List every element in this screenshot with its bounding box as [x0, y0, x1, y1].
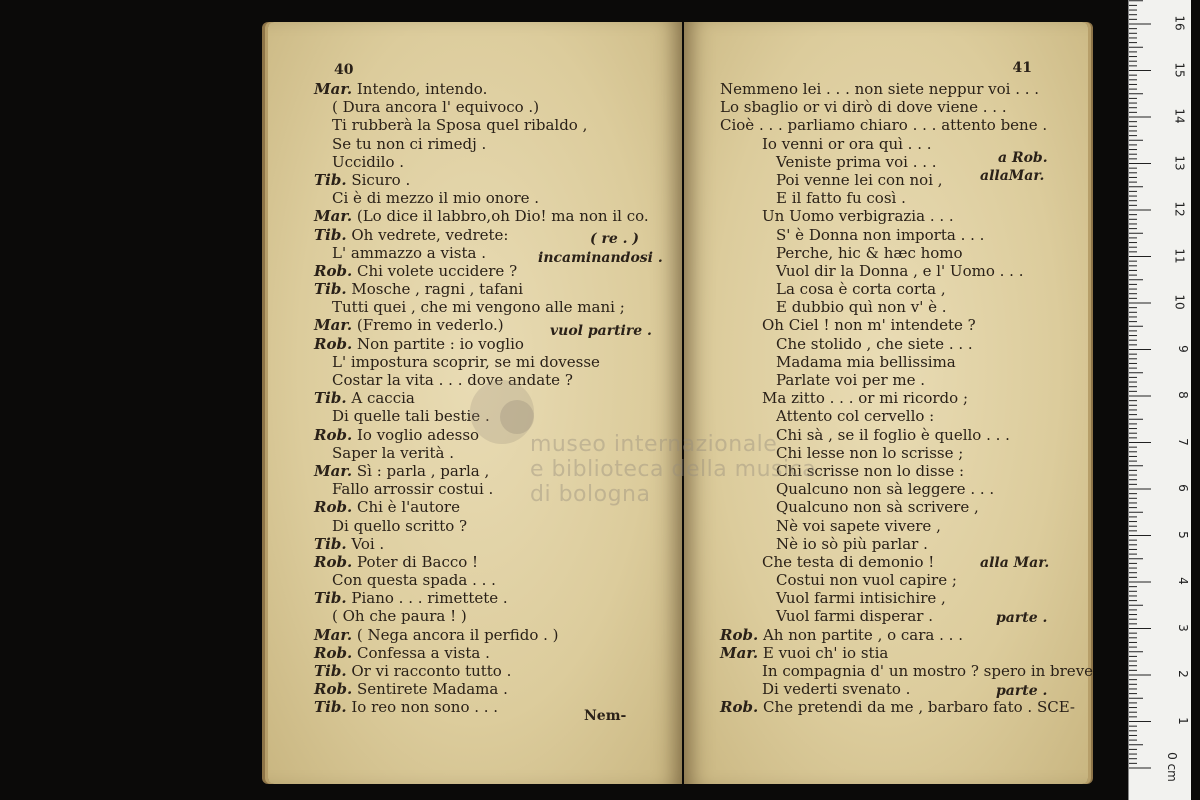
text-line — [314, 298, 654, 316]
line-text: In compagnia d' un mostro ? spero in breve — [762, 662, 1094, 680]
speaker-name: Mar. — [314, 461, 353, 480]
text-line — [314, 98, 654, 116]
text-line — [720, 280, 1060, 298]
line-text: Oh vedrete, vedrete: — [351, 225, 509, 244]
stage-direction: a Rob. — [998, 150, 1048, 166]
text-line — [720, 116, 1060, 134]
line-text: Un Uomo verbigrazia . . . — [762, 207, 954, 226]
line-text: Veniste prima voi . . . — [776, 152, 937, 171]
line-text: Che pretendi da me , barbaro fato . SCE- — [762, 698, 1075, 717]
line-text: Di vederti svenato . — [762, 680, 911, 699]
line-text: E vuoi ch' io stia — [762, 643, 889, 662]
ruler-label: 7 — [1176, 437, 1191, 446]
speaker-name: Tib. — [314, 225, 347, 244]
text-line — [314, 353, 654, 371]
speaker-name: Mar. — [720, 643, 759, 662]
text-line — [314, 662, 654, 680]
text-line — [720, 335, 1060, 353]
watermark — [530, 432, 816, 507]
speaker-name: Rob. — [314, 680, 353, 699]
text-line — [720, 389, 1060, 407]
line-text: Mosche , ragni , tafani — [351, 280, 524, 299]
text-line — [314, 535, 654, 553]
speaker-name: Rob. — [314, 643, 353, 662]
line-text: Che testa di demonio ! — [762, 552, 935, 571]
line-text: Di quello scritto ? — [332, 516, 468, 535]
line-text: Intendo, intendo. — [356, 80, 488, 98]
line-text: Chi è l'autore — [356, 498, 460, 517]
line-text: Non partite : io voglio — [356, 334, 524, 353]
ruler-label: 5 — [1176, 530, 1191, 539]
stage-direction: allaMar. — [980, 168, 1045, 184]
speaker-name: Rob. — [720, 625, 759, 644]
ruler-label: 0 cm — [1165, 752, 1180, 782]
speaker-name: Tib. — [314, 280, 347, 299]
line-text: Vuol farmi disperar . — [776, 607, 933, 626]
ruler-label: 6 — [1176, 484, 1191, 492]
watermark-line: di bologna — [530, 482, 651, 507]
text-line — [314, 626, 654, 644]
ruler-label: 2 — [1176, 670, 1191, 678]
speaker-name: Rob. — [314, 334, 353, 353]
speaker-name: Rob. — [314, 498, 353, 517]
text-line — [720, 80, 1060, 98]
line-text: A caccia — [351, 389, 415, 408]
line-text: ( Nega ancora il perfido . ) — [356, 625, 559, 644]
ruler-label: 3 — [1176, 623, 1191, 632]
line-text: Attento col cervello : — [776, 407, 935, 426]
speaker-name: Rob. — [314, 425, 353, 444]
text-line — [720, 262, 1060, 280]
ruler-label: 14 — [1172, 108, 1187, 124]
text-line — [720, 316, 1060, 334]
speaker-name: Tib. — [314, 698, 347, 717]
line-text: Voi . — [351, 534, 385, 553]
text-line — [314, 135, 654, 153]
line-text: Saper la verità . — [332, 443, 454, 462]
speaker-name: Tib. — [314, 589, 347, 608]
speaker-name: Tib. — [314, 534, 347, 553]
line-text: Poi venne lei con noi , — [776, 170, 943, 189]
line-text: (Lo dice il labbro,oh Dio! ma non il co. — [356, 207, 649, 226]
line-text: Costui non vuol capire ; — [776, 571, 957, 590]
line-text: Io venni or ora quì . . . — [762, 134, 932, 153]
line-text: Sicuro . — [351, 170, 411, 189]
text-line — [720, 571, 1060, 589]
line-text: Vuol farmi intisichire , — [776, 589, 946, 608]
line-text: Lo sbaglio or vi dirò di dove viene . . . — [720, 98, 1007, 117]
text-line — [314, 153, 654, 171]
text-line — [720, 353, 1060, 371]
speaker-name: Mar. — [314, 80, 353, 98]
line-text: Qualcuno non sà leggere . . . — [776, 480, 995, 499]
ruler-label: 10 — [1172, 294, 1187, 310]
text-line — [720, 589, 1060, 607]
ruler-label: 11 — [1172, 247, 1187, 264]
watermark-line: museo internazionale — [530, 432, 778, 457]
text-line — [314, 644, 654, 662]
line-text: Or vi racconto tutto . — [351, 662, 512, 680]
text-line — [314, 280, 654, 298]
line-text: Io reo non sono . . . — [351, 698, 499, 717]
line-text: Io voglio adesso — [356, 425, 480, 444]
line-text: Di quelle tali bestie . — [332, 407, 490, 426]
speaker-name: Tib. — [314, 662, 347, 680]
line-text: (Fremo in vederlo.) — [356, 316, 504, 335]
line-text: Nemmeno lei . . . non siete neppur voi . . . — [720, 80, 1040, 98]
stage-direction: incaminandosi . — [538, 250, 663, 266]
line-text: Costar la vita . . . dove andate ? — [332, 371, 573, 389]
line-text: Oh Ciel ! non m' intendete ? — [762, 316, 976, 335]
line-text: Chi lesse non lo scrisse ; — [776, 443, 964, 462]
text-line — [314, 607, 654, 625]
line-text: La cosa è corta corta , — [776, 280, 946, 299]
line-text: Chi scrisse non lo disse : — [776, 461, 965, 480]
ruler-label: 15 — [1172, 61, 1187, 78]
line-text: Parlate voi per me . — [776, 371, 926, 389]
watermark-line: e biblioteca della musica — [530, 457, 817, 482]
ruler-label: 1 — [1176, 716, 1191, 725]
line-text: Tutti quei , che mi vengono alle mani ; — [332, 298, 625, 317]
line-text: E dubbio quì non v' è . — [776, 298, 947, 317]
line-text: L' impostura scoprir, se mi dovesse — [332, 352, 600, 371]
ruler-label: 13 — [1172, 154, 1187, 171]
ruler-label: 8 — [1176, 391, 1191, 399]
text-line — [720, 226, 1060, 244]
line-text: Perche, hic & hæc homo — [776, 243, 963, 262]
line-text: S' è Donna non importa . . . — [776, 225, 985, 244]
speaker-name: Tib. — [314, 170, 347, 189]
stage-direction: alla Mar. — [980, 555, 1050, 571]
open-book — [268, 22, 1094, 784]
line-text: Ti rubberà la Sposa quel ribaldo , — [332, 116, 588, 135]
text-line — [720, 644, 1060, 662]
text-line — [720, 244, 1060, 262]
text-line — [720, 626, 1060, 644]
line-text: Confessa a vista . — [356, 643, 490, 662]
text-line — [720, 207, 1060, 225]
right-page — [684, 22, 1094, 784]
speaker-name: Mar. — [314, 207, 353, 226]
line-text: Fallo arrossir costui . — [332, 480, 494, 499]
ruler-label: 4 — [1176, 577, 1191, 585]
stage-direction: parte . — [996, 683, 1048, 699]
speaker-name: Rob. — [314, 552, 353, 571]
text-line — [720, 698, 1075, 717]
line-text: E il fatto fu così . — [776, 189, 906, 208]
line-text: ( Oh che paura ! ) — [332, 607, 467, 626]
ruler-label: 12 — [1172, 201, 1187, 217]
stage-direction: vuol partire . — [550, 323, 652, 339]
page-number-right: 41 — [1012, 60, 1032, 76]
line-text: Nè io sò più parlar . — [776, 534, 928, 553]
text-line — [314, 589, 654, 607]
text-line — [720, 371, 1060, 389]
line-text: Poter di Bacco ! — [356, 552, 479, 571]
measuring-ruler — [1128, 0, 1191, 800]
watermark-logo-inner — [500, 400, 534, 434]
line-text: Qualcuno non sà scrivere , — [776, 498, 979, 517]
line-text: Ma zitto . . . or mi ricordo ; — [762, 389, 969, 408]
line-text: Vuol dir la Donna , e l' Uomo . . . — [776, 261, 1024, 280]
line-text: Cioè . . . parliamo chiaro . . . attento bene . — [720, 116, 1048, 135]
text-line — [720, 98, 1060, 116]
speaker-name: Rob. — [314, 261, 353, 280]
line-text: Sentirete Madama . — [356, 680, 508, 699]
line-text: Che stolido , che siete . . . — [776, 334, 973, 353]
text-line — [314, 171, 654, 189]
line-text: Nè voi sapete vivere , — [776, 516, 941, 535]
text-line — [314, 517, 654, 535]
stage-direction: parte . — [996, 610, 1048, 626]
line-text: Ah non partite , o cara . . . — [762, 625, 963, 644]
line-text: ( Dura ancora l' equivoco .) — [332, 98, 540, 117]
line-text: Sì : parla , parla , — [356, 461, 490, 480]
text-line — [314, 571, 654, 589]
line-text: Chi volete uccidere ? — [356, 261, 518, 280]
text-line — [720, 662, 1094, 680]
speaker-name: Tib. — [314, 389, 347, 408]
text-line — [314, 80, 654, 98]
speaker-name: Rob. — [720, 698, 759, 717]
ruler-label: 16 — [1172, 15, 1187, 31]
line-text: Se tu non ci rimedj . — [332, 134, 487, 153]
text-line — [720, 189, 1060, 207]
line-text: Ci è di mezzo il mio onore . — [332, 189, 540, 208]
line-text: L' ammazzo a vista . — [332, 243, 486, 262]
catchword: Nem- — [584, 708, 627, 724]
line-text: Uccidilo . — [332, 152, 405, 171]
text-line — [314, 116, 654, 134]
text-line — [314, 680, 654, 698]
speaker-name: Mar. — [314, 625, 353, 644]
stage-direction: ( re . ) — [590, 231, 640, 247]
text-line — [720, 517, 1060, 535]
page-number-left: 40 — [334, 62, 354, 78]
text-line — [314, 189, 654, 207]
line-text: Piano . . . rimettete . — [351, 589, 508, 608]
line-text: Chi sà , se il foglio è quello . . . — [776, 425, 1010, 444]
line-text: Madama mia bellissima — [776, 352, 956, 371]
text-line — [720, 298, 1060, 316]
text-line — [720, 535, 1060, 553]
text-line — [314, 553, 654, 571]
line-text: Con questa spada . . . — [332, 571, 496, 590]
text-line — [720, 407, 1060, 425]
ruler-label: 9 — [1176, 344, 1191, 353]
speaker-name: Mar. — [314, 316, 353, 335]
text-line — [314, 207, 654, 225]
